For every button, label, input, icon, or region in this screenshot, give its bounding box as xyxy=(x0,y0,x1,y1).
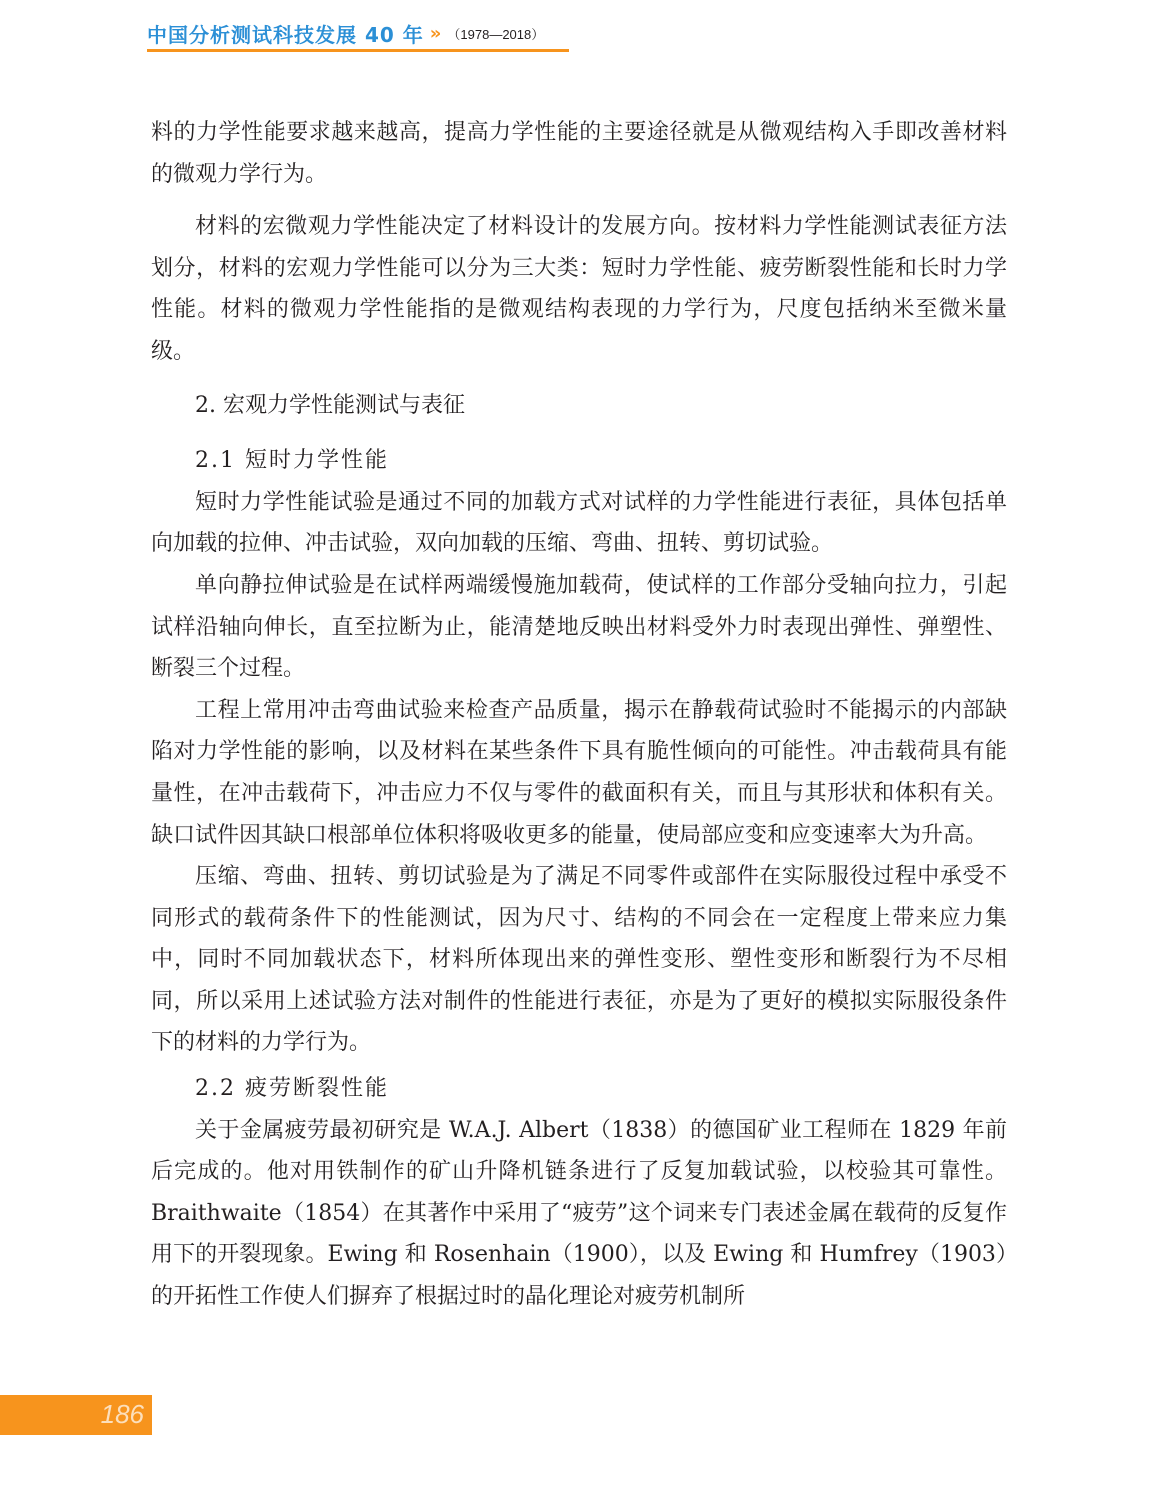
year-range: （1978—2018） xyxy=(447,26,545,42)
subsection-heading-fatigue: 2.2 疲劳断裂性能 xyxy=(195,1076,389,1102)
double-chevron-icon: » xyxy=(429,22,442,44)
paragraph-impact-test: 工程上常用冲击弯曲试验来检查产品质量，揭示在静载荷试验时不能揭示的内部缺陷对力学性能的影响，以及材料在某些条件下具有脆性倾向的可能性。冲击载荷具有能量性，在冲击载荷下，冲击应力不仅与零件的截面积有关，而且与其形状和体积有关。缺口试件因其缺口根部单位体积将吸收更多的能量，使局部应变和应变速率大为升高。 xyxy=(151,697,1007,848)
subsection-heading-short-term: 2.1 短时力学性能 xyxy=(195,448,389,474)
header-rule xyxy=(147,49,569,52)
running-header xyxy=(147,16,544,50)
page-number: 186 xyxy=(100,1399,144,1429)
book-title: 中国分析测试科技发展 40 年 xyxy=(147,22,424,47)
paragraph-continued: 料的力学性能要求越来越高，提高力学性能的主要途径就是从微观结构入手即改善材料的微观力学行为。 xyxy=(151,120,1007,187)
paragraph-short-term-tests: 短时力学性能试验是通过不同的加载方式对试样的力学性能进行表征，具体包括单向加载的拉伸、冲击试验，双向加载的压缩、弯曲、扭转、剪切试验。 xyxy=(151,489,1007,557)
body-text xyxy=(151,112,1007,1318)
paragraph-tensile-test: 单向静拉伸试验是在试样两端缓慢施加载荷，使试样的工作部分受轴向拉力，引起试样沿轴向伸长，直至拉断为止，能清楚地反映出材料受外力时表现出弹性、弹塑性、断裂三个过程。 xyxy=(151,572,1007,682)
paragraph-fatigue-history: 关于金属疲劳最初研究是 W.A.J. Albert（1838）的德国矿业工程师在 1829 年前后完成的。他对用铁制作的矿山升降机链条进行了反复加载试验，以校验其可靠性。Braithwaite（1854）在其著作中采用了“疲劳”这个词来专门表述金属在载荷的反复作用下的开裂现象。Ewing 和 Rosenhain（1900），以及 Ewing 和 Humfrey（1903）的开拓性工作使人们摒弃了根据过时的晶化理论对疲劳机制所 xyxy=(151,1117,1007,1310)
paragraph-design-direction: 材料的宏微观力学性能决定了材料设计的发展方向。按材料力学性能测试表征方法划分，材料的宏观力学性能可以分为三大类：短时力学性能、疲劳断裂性能和长时力学性能。材料的微观力学性能指的是微观结构表现的力学行为，尺度包括纳米至微米量级。 xyxy=(151,214,1007,364)
section-heading-macro: 2. 宏观力学性能测试与表征 xyxy=(195,392,465,418)
paragraph-compression-bending: 压缩、弯曲、扭转、剪切试验是为了满足不同零件或部件在实际服役过程中承受不同形式的载荷条件下的性能测试，因为尺寸、结构的不同会在一定程度上带来应力集中，同时不同加载状态下，材料所体现出来的弹性变形、塑性变形和断裂行为不尽相同，所以采用上述试验方法对制件的性能进行表征，亦是为了更好的模拟实际服役条件下的材料的力学行为。 xyxy=(151,864,1007,1056)
page-number-tab xyxy=(0,1395,152,1435)
